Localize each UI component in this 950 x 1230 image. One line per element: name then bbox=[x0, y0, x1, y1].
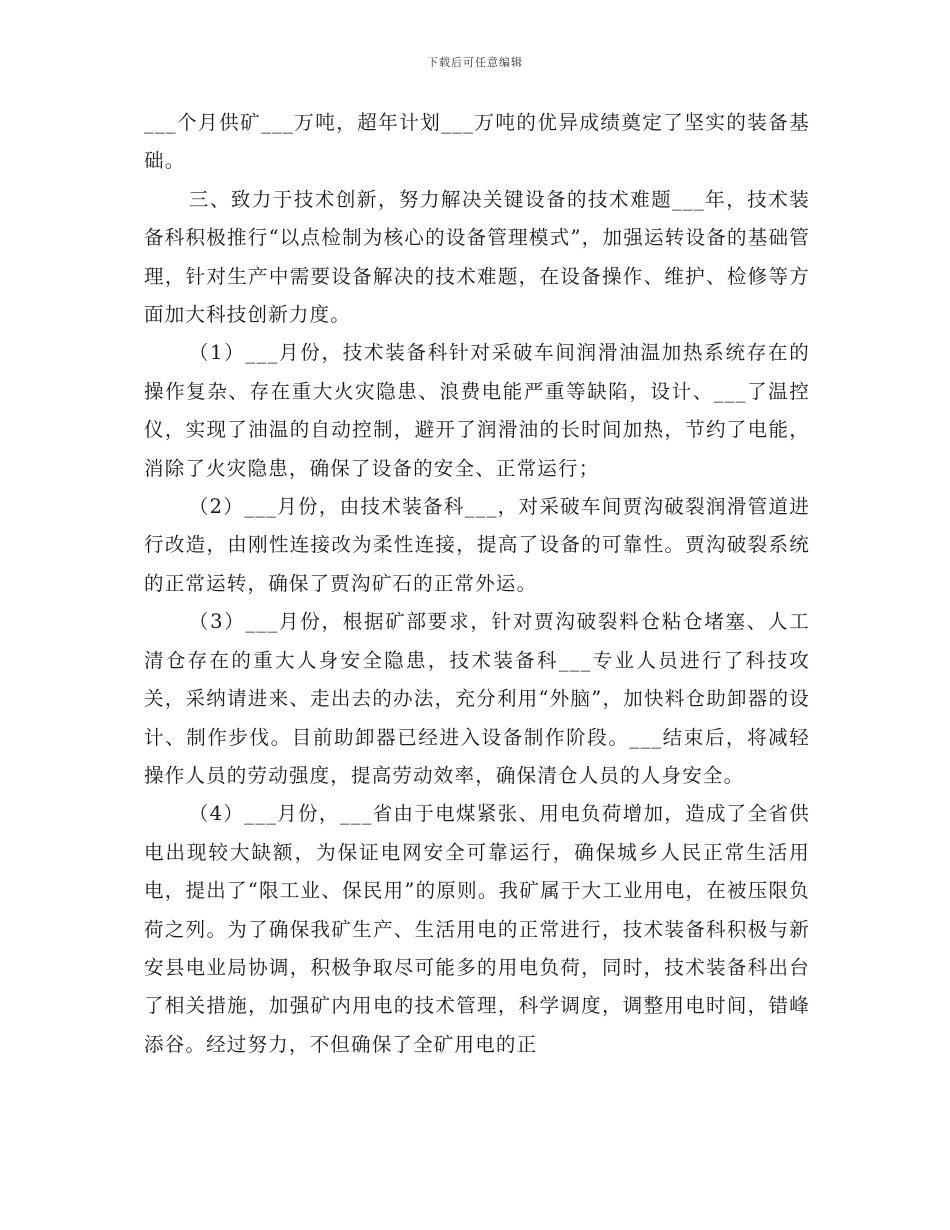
paragraph-continuation: ___个月供矿___万吨，超年计划___万吨的优异成绩奠定了坚实的装备基础。 bbox=[144, 111, 810, 173]
paragraph-item-2: （2）___月份，由技术装备科___，对采破车间贾沟破裂润滑管道进行改造，由刚性连接改为柔性连接，提高了设备的可靠性。贾沟破裂系统的正常运转，确保了贾沟矿石的正常外运。 bbox=[144, 495, 810, 595]
paragraph-item-4: （4）___月份，___省由于电煤紧张、用电负荷增加，造成了全省供电出现较大缺额，为保证电网安全可靠运行，确保城乡人民正常生活用电，提出了“限工业、保民用”的原则。我矿属于大工业用电，在被压限负荷之列。为了确保我矿生产、生活用电的正常进行，技术装备科积极与新安县电业局协调，积极争取尽可能多的用电负荷，同时，技术装备科出台了相关措施，加强矿内用电的技术管理，科学调度，调整用电时间，错峰添谷。经过努力，不但确保了全矿用电的正 bbox=[144, 802, 810, 1056]
page-header: 下载后可任意编辑 bbox=[427, 56, 523, 69]
document-body bbox=[144, 104, 810, 1064]
paragraph-item-3: （3）___月份，根据矿部要求，针对贾沟破裂料仓粘仓堵塞、人工清仓存在的重大人身安全隐患，技术装备科___专业人员进行了科技攻关，采纳请进来、走出去的办法，充分利用“外脑”，加快料仓助卸器的设计、制作步伐。目前助卸器已经进入设备制作阶段。___结束后，将减轻操作人员的劳动强度，提高劳动效率，确保清仓人员的人身安全。 bbox=[144, 610, 810, 787]
paragraph-item-1: （1）___月份，技术装备科针对采破车间润滑油温加热系统存在的操作复杂、存在重大火灾隐患、浪费电能严重等缺陷，设计、___了温控仪，实现了油温的自动控制，避开了润滑油的长时间加热，节约了电能，消除了火灾隐患，确保了设备的安全、正常运行； bbox=[144, 341, 810, 480]
paragraph-section-three: 三、致力于技术创新，努力解决关键设备的技术难题___年，技术装备科积极推行“以点检制为核心的设备管理模式”，加强运转设备的基础管理，针对生产中需要设备解决的技术难题，在设备操作、维护、检修等方面加大科技创新力度。 bbox=[144, 187, 810, 327]
